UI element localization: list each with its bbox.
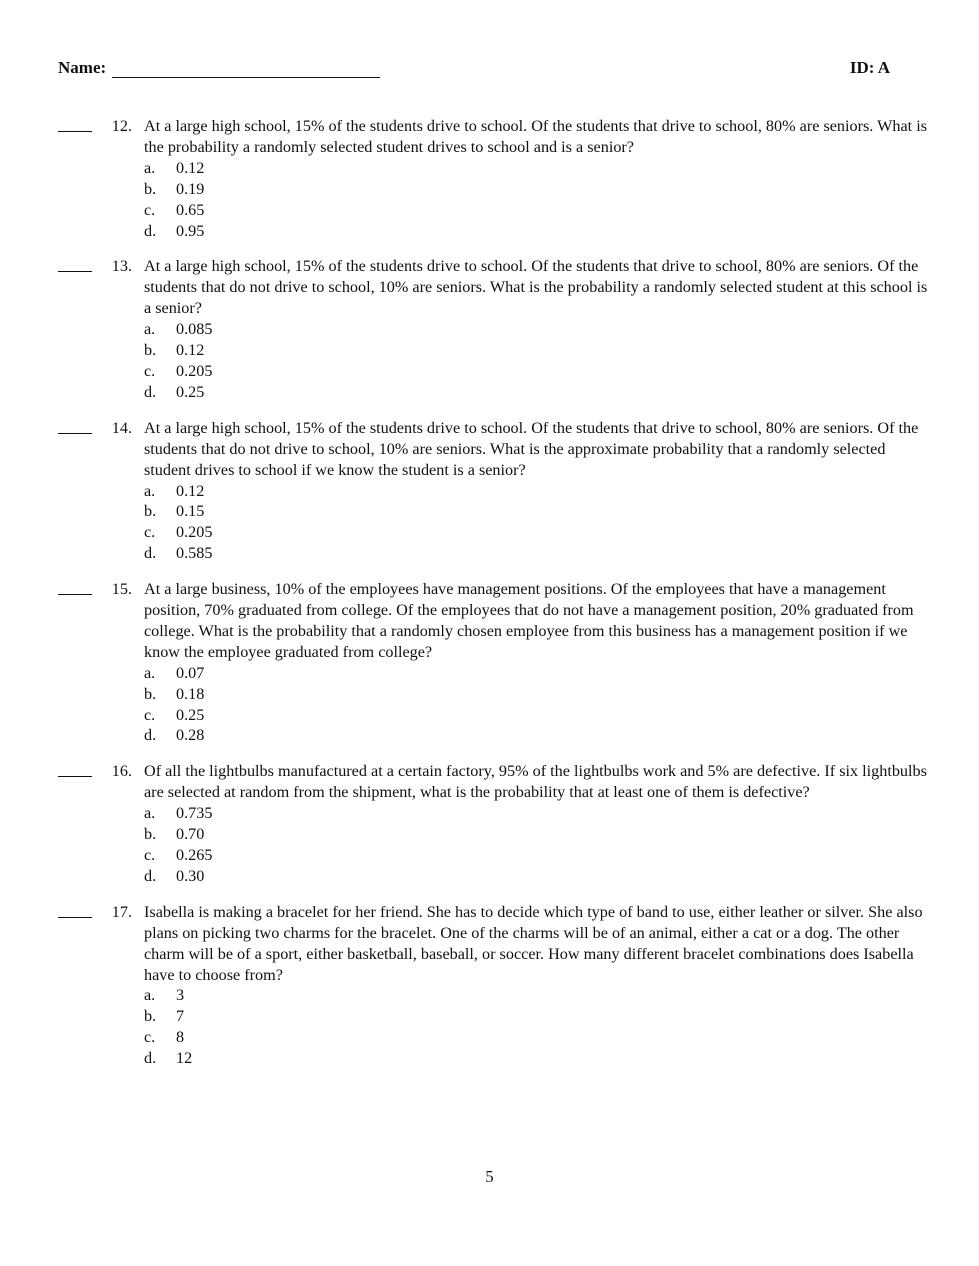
choice-a xyxy=(144,158,928,179)
choice-letter: b. xyxy=(144,502,157,521)
question-14 xyxy=(58,418,928,564)
choice-list xyxy=(144,481,928,565)
choice-c xyxy=(144,200,928,221)
question-number: 16. xyxy=(111,762,132,781)
answer-blank xyxy=(58,256,92,272)
choice-c xyxy=(144,705,928,726)
choice-value: 0.25 xyxy=(176,382,205,401)
question-list xyxy=(58,116,928,1084)
choice-a xyxy=(144,803,928,824)
answer-blank xyxy=(58,579,92,595)
choice-letter: c. xyxy=(144,361,156,380)
choice-list xyxy=(144,663,928,747)
choice-letter: a. xyxy=(144,158,156,177)
question-17 xyxy=(58,902,928,1069)
choice-a xyxy=(144,481,928,502)
choice-value: 0.205 xyxy=(176,361,213,380)
answer-blank xyxy=(58,761,92,777)
choice-b xyxy=(144,340,928,361)
choice-list xyxy=(144,803,928,887)
choice-value: 0.28 xyxy=(176,726,205,745)
choice-value: 3 xyxy=(176,986,185,1005)
choice-value: 0.12 xyxy=(176,481,205,500)
page-header xyxy=(58,58,890,82)
question-number: 14. xyxy=(111,418,132,437)
question-15 xyxy=(58,579,928,746)
choice-d xyxy=(144,1048,928,1069)
choice-value: 0.65 xyxy=(176,200,205,219)
question-13 xyxy=(58,256,928,402)
choice-b xyxy=(144,684,928,705)
choice-letter: b. xyxy=(144,341,157,360)
choice-value: 0.19 xyxy=(176,179,205,198)
choice-c xyxy=(144,845,928,866)
choice-letter: b. xyxy=(144,179,157,198)
choice-letter: a. xyxy=(144,804,156,823)
choice-value: 0.95 xyxy=(176,221,205,240)
question-number: 17. xyxy=(111,902,132,921)
choice-value: 0.735 xyxy=(176,804,213,823)
choice-letter: d. xyxy=(144,221,157,240)
choice-letter: d. xyxy=(144,726,157,745)
question-text: At a large high school, 15% of the students drive to school. Of the students that drive to school, 80% are seniors. Of the students that do not drive to school, 10% are seniors. What is the approximate probability that a randomly selected student drives to school if we know the student is a senior? xyxy=(144,418,919,479)
choice-c xyxy=(144,361,928,382)
choice-value: 7 xyxy=(176,1007,185,1026)
choice-b xyxy=(144,824,928,845)
choice-letter: a. xyxy=(144,986,156,1005)
name-label: Name: xyxy=(58,58,107,77)
answer-blank xyxy=(58,418,92,434)
answer-blank xyxy=(58,902,92,918)
choice-letter: d. xyxy=(144,866,157,885)
choice-letter: b. xyxy=(144,825,157,844)
choice-value: 0.585 xyxy=(176,544,213,563)
choice-value: 12 xyxy=(176,1049,193,1068)
choice-value: 0.265 xyxy=(176,846,213,864)
choice-letter: c. xyxy=(144,1028,156,1047)
question-text: At a large business, 10% of the employees have management positions. Of the employees that have a management position, 70% graduated from college. Of the employees that do not have a management position, 20% graduated from college. What is the probability that a randomly chosen employee from this business has a management position if we know the employee graduated from college? xyxy=(144,580,914,661)
choice-value: 0.085 xyxy=(176,320,213,339)
choice-letter: a. xyxy=(144,663,156,682)
answer-blank xyxy=(58,116,92,132)
choice-d xyxy=(144,543,928,564)
choice-value: 0.25 xyxy=(176,705,205,724)
choice-value: 0.07 xyxy=(176,663,205,682)
choice-value: 0.18 xyxy=(176,684,205,703)
question-16 xyxy=(58,761,928,886)
choice-c xyxy=(144,522,928,543)
choice-letter: c. xyxy=(144,523,156,542)
id-label: ID: A xyxy=(849,58,890,77)
question-number: 13. xyxy=(111,257,132,276)
choice-a xyxy=(144,663,928,684)
choice-value: 0.15 xyxy=(176,502,205,521)
choice-d xyxy=(144,866,928,887)
name-blank-line xyxy=(112,58,380,78)
choice-value: 8 xyxy=(176,1028,185,1047)
choice-value: 0.70 xyxy=(176,825,205,844)
question-text: At a large high school, 15% of the students drive to school. Of the students that drive to school, 80% are seniors. What is the probability a randomly selected student drives to school and is a senior? xyxy=(144,117,927,156)
question-text: Isabella is making a bracelet for her friend. She has to decide which type of band to use, either leather or silver. She also plans on picking two charms for the bracelet. One of the charms will be of an animal, either a cat or a dog. The other charm will be of a sport, either basketball, baseball, or soccer. How many different bracelet combinations does Isabella have to choose from? xyxy=(144,902,923,984)
choice-c xyxy=(144,1027,928,1048)
choice-d xyxy=(144,382,928,403)
choice-value: 0.12 xyxy=(176,341,205,360)
choice-a xyxy=(144,319,928,340)
choice-b xyxy=(144,1006,928,1027)
choice-a xyxy=(144,985,928,1006)
choice-letter: b. xyxy=(144,1007,157,1026)
choice-value: 0.205 xyxy=(176,523,213,542)
choice-letter: d. xyxy=(144,544,157,563)
choice-letter: c. xyxy=(144,705,156,724)
page-number: 5 xyxy=(485,1167,494,1186)
choice-d xyxy=(144,725,928,746)
question-number: 15. xyxy=(111,580,132,599)
choice-letter: c. xyxy=(144,200,156,219)
choice-letter: a. xyxy=(144,481,156,500)
choice-letter: a. xyxy=(144,320,156,339)
choice-list xyxy=(144,985,928,1069)
question-12 xyxy=(58,116,928,241)
choice-letter: c. xyxy=(144,846,156,864)
choice-list xyxy=(144,319,928,403)
question-number: 12. xyxy=(111,117,132,135)
choice-letter: b. xyxy=(144,684,157,703)
choice-list xyxy=(144,158,928,242)
choice-d xyxy=(144,221,928,242)
choice-letter: d. xyxy=(144,382,157,401)
choice-b xyxy=(144,501,928,522)
choice-value: 0.12 xyxy=(176,158,205,177)
choice-letter: d. xyxy=(144,1049,157,1068)
question-text: At a large high school, 15% of the students drive to school. Of the students that drive to school, 80% are seniors. Of the students that do not drive to school, 10% are seniors. What is the probability a randomly selected student at this school is a senior? xyxy=(144,257,928,318)
question-text: Of all the lightbulbs manufactured at a certain factory, 95% of the lightbulbs work and 5% are defective. If six lightbulbs are selected at random from the shipment, what is the probability that at least one of them is defective? xyxy=(144,762,927,802)
choice-b xyxy=(144,179,928,200)
choice-value: 0.30 xyxy=(176,866,205,885)
